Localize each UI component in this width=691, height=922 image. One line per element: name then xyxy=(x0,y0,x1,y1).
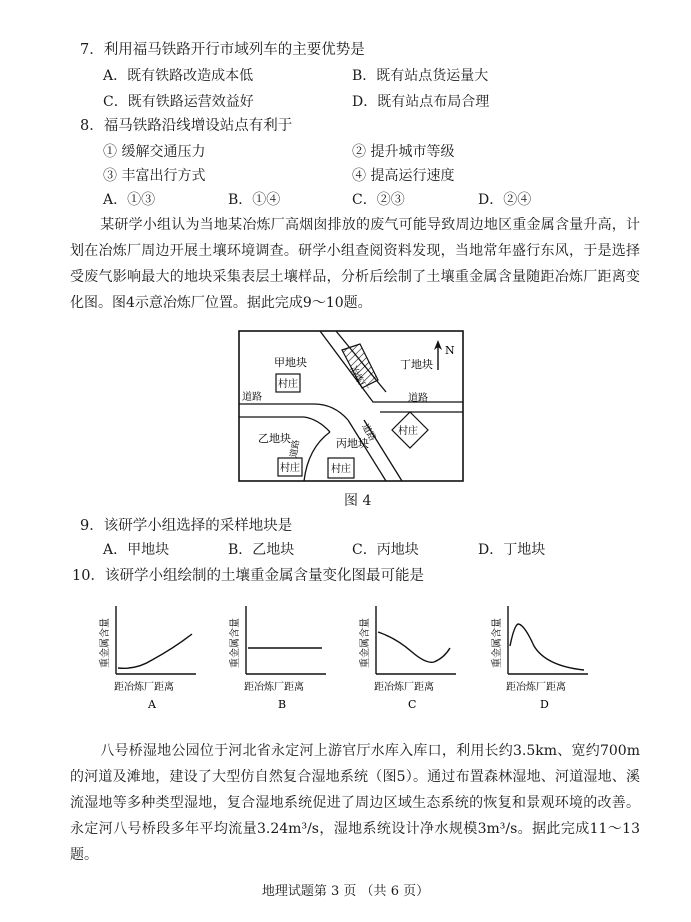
graph-a-xlabel: 距冶炼厂距离 xyxy=(114,682,174,693)
q8-option-a: A．①③ xyxy=(103,192,156,208)
q8-item-1: ① 缓解交通压力 xyxy=(103,144,206,160)
q8-item-2: ② 提升城市等级 xyxy=(352,144,455,160)
parcel-c-label: 丙地块 xyxy=(336,437,369,450)
graph-b-ylabel: 重金属含量 xyxy=(230,618,241,668)
road-label-east: 道路 xyxy=(408,393,428,404)
graph-d xyxy=(488,602,596,712)
q9-stem: 9．该研学小组选择的采样地块是 xyxy=(80,518,293,534)
q8-option-d: D．②④ xyxy=(478,192,532,208)
graph-d-ylabel: 重金属含量 xyxy=(492,618,503,668)
intro-paragraph-2-text: 八号桥湿地公园位于河北省永定河上游官厅水库入库口，利用长约3.5km、宽约700m的河道及滩地，建设了大型仿自然复合湿地系统（图5）。通过布置森林湿地、河道湿地、溪流湿地等多种类型湿地，复合湿地系统促进了周边区域生态系统的恢复和景观环境的改善。永定河八号桥段多年平均流量3.24m³/s，湿地系统设计净水规模3m³/s。据此完成11～13题。 xyxy=(70,743,640,863)
parcel-b-label: 乙地块 xyxy=(258,432,291,445)
q8-stem: 8．福马铁路沿线增设站点有利于 xyxy=(80,118,293,134)
graph-a xyxy=(96,602,204,712)
village-d-label: 村庄 xyxy=(398,426,418,437)
figure-4-caption: 图 4 xyxy=(344,493,372,509)
graph-a-curve xyxy=(118,634,192,668)
q7-option-d: D．既有站点布局合理 xyxy=(352,94,490,110)
q9-option-a: A．甲地块 xyxy=(103,542,170,558)
road-label-west: 道路 xyxy=(242,392,262,403)
q9-option-d: D．丁地块 xyxy=(478,542,546,558)
graph-c-xlabel: 距冶炼厂距离 xyxy=(374,682,434,693)
graph-d-xlabel: 距冶炼厂距离 xyxy=(506,682,566,693)
intro-paragraph-2 xyxy=(70,738,640,868)
parcel-a-label: 甲地块 xyxy=(274,356,307,369)
intro-paragraph-1-text: 某研学小组认为当地某冶炼厂高烟囱排放的废气可能导致周边地区重金属含量升高，计划在冶炼厂周边开展土壤环境调查。研学小组查阅资料发现，当地常年盛行东风，于是选择受废气影响最大的地块采集表层土壤样品，分析后绘制了土壤重金属含量随距冶炼厂距离变化图。图4示意冶炼厂位置。据此完成9～10题。 xyxy=(70,217,640,311)
q8-option-c: C．②③ xyxy=(352,192,405,208)
graph-c-curve xyxy=(378,632,450,662)
road-label-south: 道路 xyxy=(359,422,378,444)
q7-option-c: C．既有铁路运营效益好 xyxy=(103,94,254,110)
q8-item-4: ④ 提高运行速度 xyxy=(352,168,455,184)
page-footer: 地理试题第 3 页 （共 6 页） xyxy=(261,884,430,899)
q7-option-a: A．既有铁路改造成本低 xyxy=(103,68,254,84)
village-a-label: 村庄 xyxy=(278,379,298,390)
q9-option-c: C．丙地块 xyxy=(352,542,419,558)
q7-option-b: B．既有站点货运量大 xyxy=(352,68,489,84)
graph-c-ylabel: 重金属含量 xyxy=(360,618,371,668)
figure-4-map xyxy=(238,330,464,482)
q8-option-b: B．①④ xyxy=(228,192,281,208)
road-label-sw: 道路 xyxy=(289,439,303,459)
q8-item-3: ③ 丰富出行方式 xyxy=(103,168,206,184)
graph-d-curve xyxy=(510,624,584,670)
graph-a-label: A xyxy=(148,698,156,711)
intro-paragraph-1 xyxy=(70,212,640,316)
factory-label: 冶炼厂 xyxy=(347,364,369,394)
graph-b-label: B xyxy=(278,698,287,711)
north-label: N xyxy=(445,344,455,357)
graph-d-label: D xyxy=(540,698,549,711)
graph-a-ylabel: 重金属含量 xyxy=(100,618,111,668)
village-b-label: 村庄 xyxy=(280,463,300,474)
graph-c xyxy=(356,602,464,712)
graph-b xyxy=(226,602,334,712)
graph-b-xlabel: 距冶炼厂距离 xyxy=(244,682,304,693)
q7-stem: 7．利用福马铁路开行市域列车的主要优势是 xyxy=(80,42,365,58)
q9-option-b: B．乙地块 xyxy=(228,542,295,558)
q10-stem: 10．该研学小组绘制的土壤重金属含量变化图最可能是 xyxy=(72,568,424,584)
parcel-d-label: 丁地块 xyxy=(400,358,433,371)
graph-c-label: C xyxy=(408,698,417,711)
village-c-label: 村庄 xyxy=(331,464,351,475)
